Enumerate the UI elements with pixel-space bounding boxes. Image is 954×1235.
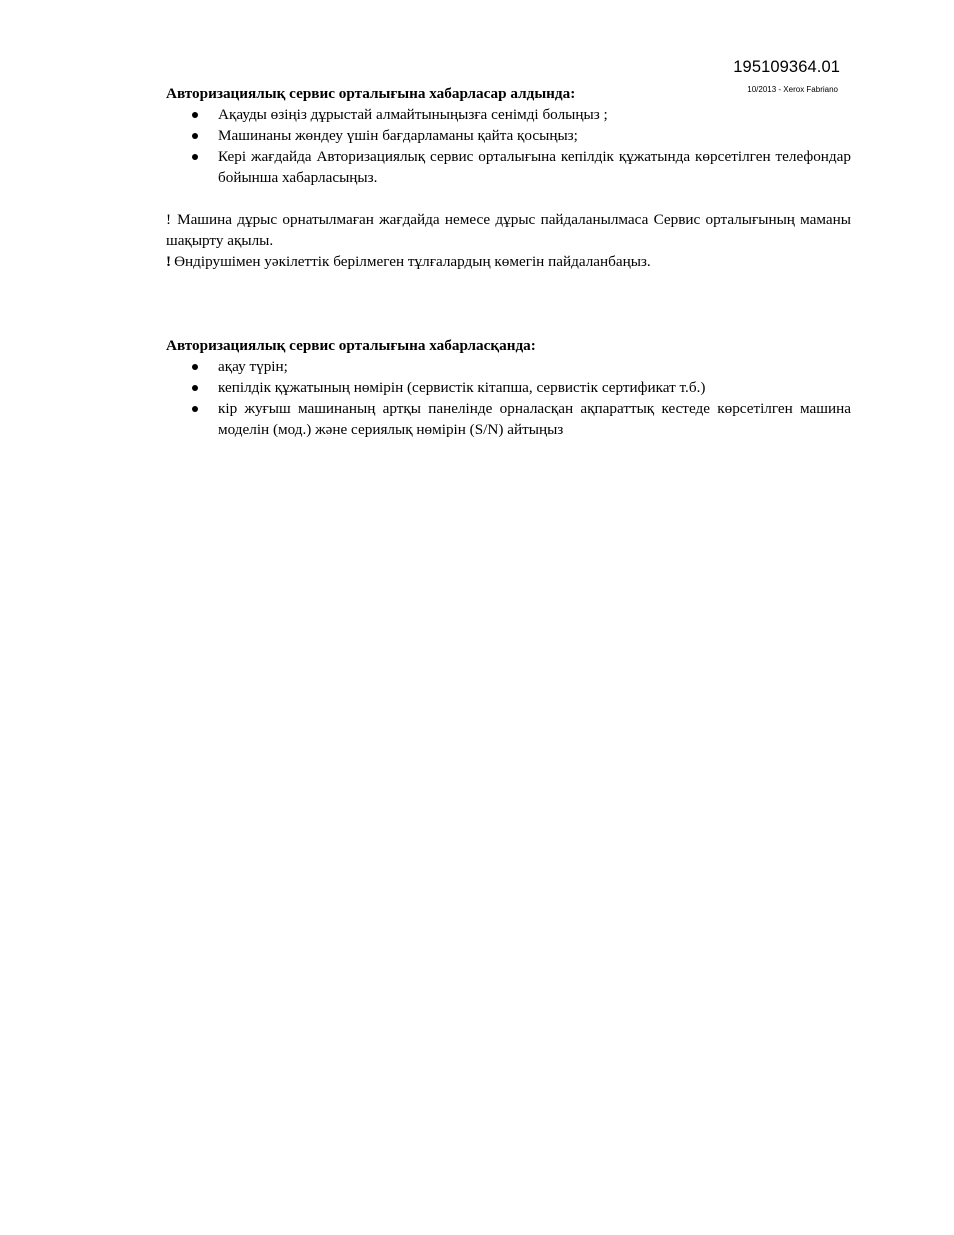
bullet-icon [192, 133, 198, 139]
section-heading-before-contact: Авторизациялық сервис орталығына хабарласар алдында: [166, 85, 576, 102]
warning-note-unauthorized [166, 251, 851, 272]
when-contacting-list [166, 356, 851, 440]
list-item-text: Машинаны жөндеу үшін бағдарламаны қайта қосыңыз; [218, 127, 578, 144]
warning-notes [166, 209, 851, 272]
bullet-icon [192, 154, 198, 160]
list-item [166, 104, 851, 125]
list-item [166, 125, 851, 146]
list-item [166, 356, 851, 377]
bullet-icon [192, 112, 198, 118]
exclamation-mark: ! [166, 253, 172, 270]
list-item-text: ақау түрін; [218, 358, 288, 375]
document-print-info: 10/2013 - Xerox Fabriano [747, 85, 838, 94]
when-contacting-section [166, 335, 851, 440]
list-item-text: кір жуғыш машинаның артқы панелінде орналасқан ақпараттық кестеде көрсетілген машина моделін (мод.) және сериялық нөмірін (S/N) айтыңыз [218, 400, 851, 438]
list-item [166, 398, 851, 440]
bullet-icon [192, 406, 198, 412]
document-content [166, 83, 851, 440]
list-item-text: кепілдік құжатының нөмірін (сервистік кітапша, сервистік сертификат т.б.) [218, 379, 706, 396]
list-item-text: Ақауды өзіңіз дұрыстай алмайтыныңызға сенімді болыңыз ; [218, 106, 608, 123]
list-item [166, 377, 851, 398]
before-contact-list [166, 104, 851, 188]
warning-note-text: Машина дұрыс орнатылмаған жағдайда немесе дұрыс пайдаланылмаса Сервис орталығының маманы шақырту ақылы. [166, 211, 851, 249]
bullet-icon [192, 385, 198, 391]
document-code: 195109364.01 [733, 58, 840, 76]
list-item-text: Кері жағдайда Авторизациялық сервис орталығына кепілдік құжатында көрсетілген телефондар бойынша хабарласыңыз. [218, 148, 851, 186]
warning-note-paid-service [166, 209, 851, 251]
bullet-icon [192, 364, 198, 370]
warning-note-text: Өндірушімен уәкілеттік берілмеген тұлғалардың көмегін пайдаланбаңыз. [174, 253, 651, 270]
section-heading-when-contacting: Авторизациялық сервис орталығына хабарласқанда: [166, 337, 536, 354]
exclamation-mark: ! [166, 211, 172, 228]
list-item [166, 146, 851, 188]
